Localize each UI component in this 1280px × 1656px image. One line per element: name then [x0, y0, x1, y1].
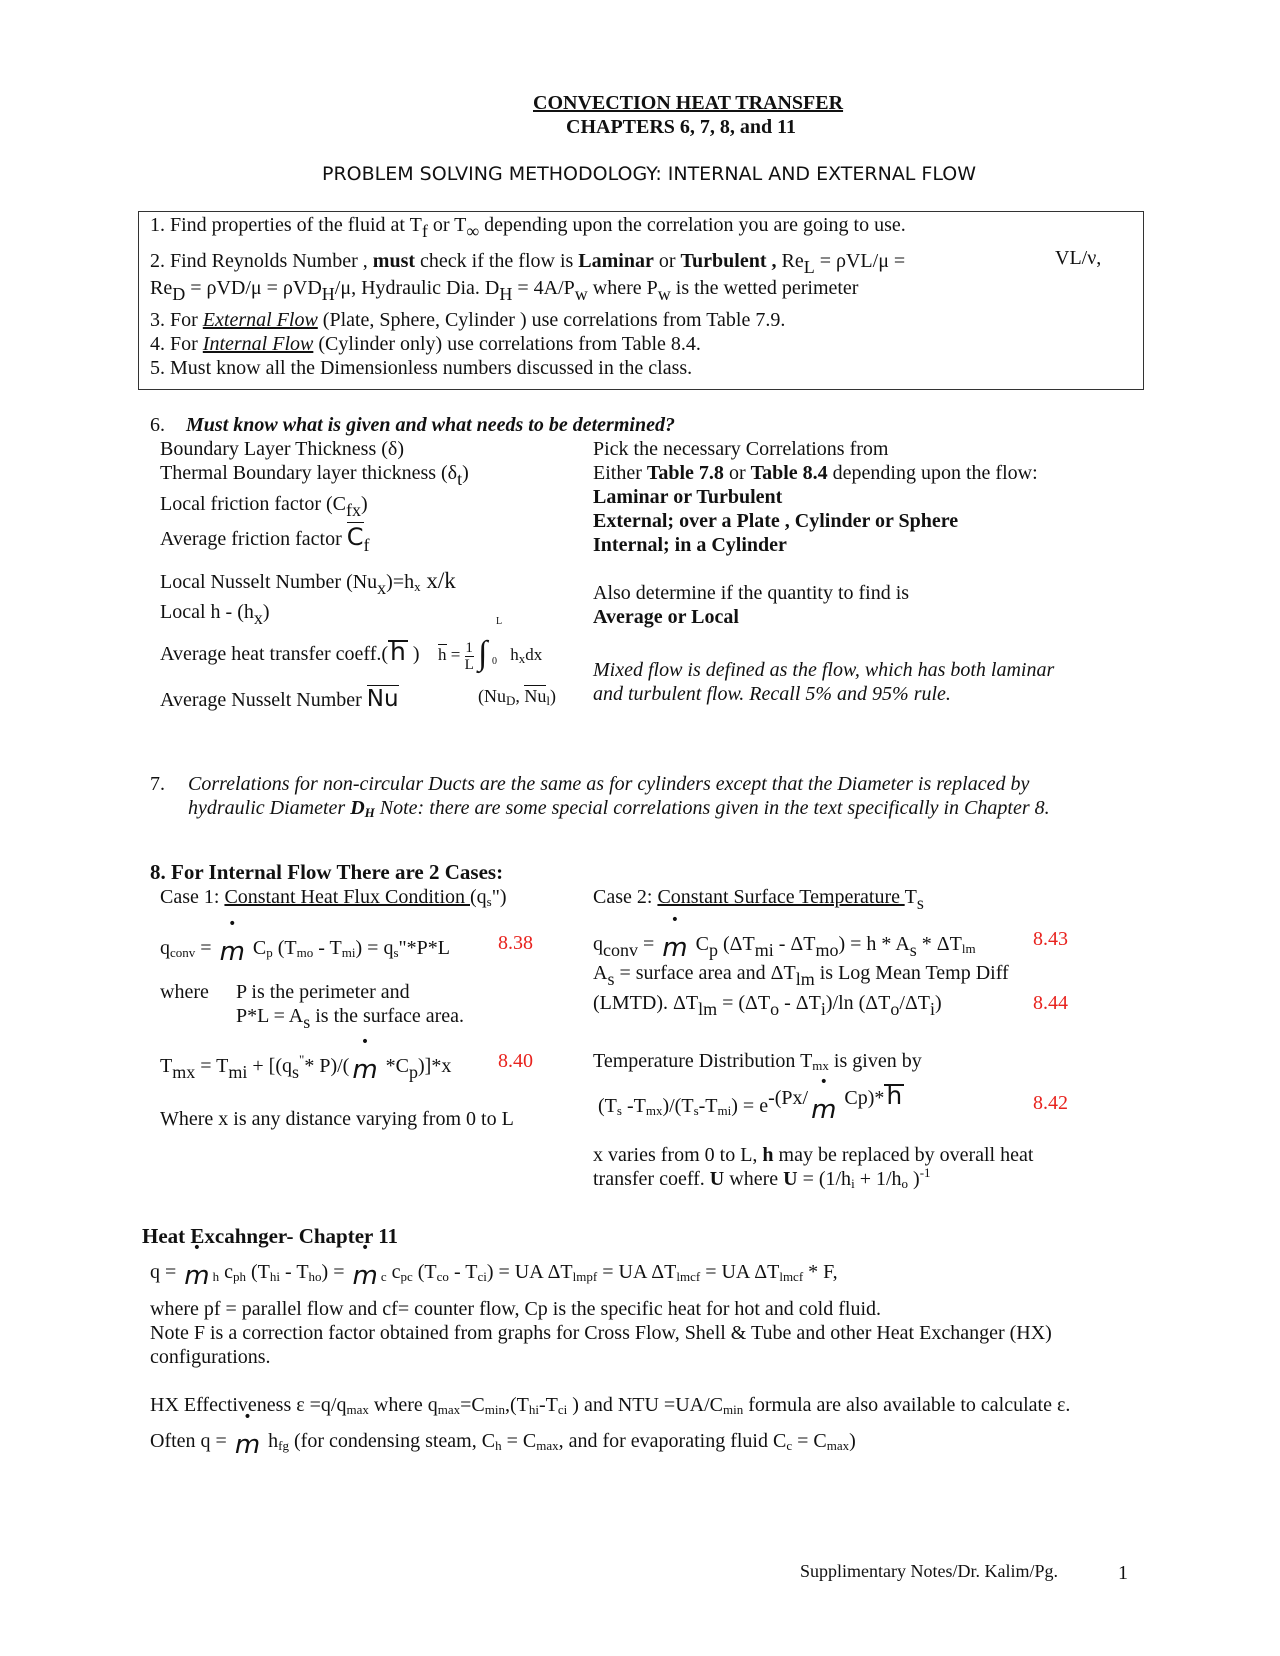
h-bar-symbol: h	[886, 1081, 903, 1110]
mass-flow-dot-symbol: • m	[217, 938, 248, 968]
mass-flow-dot-symbol: • m	[808, 1096, 839, 1126]
pick-correlations: Pick the necessary Correlations from	[593, 438, 889, 460]
section-7-number: 7.	[150, 773, 165, 795]
average-nusselt-item: Average Nusselt Number Nu	[160, 686, 399, 712]
hx-effectiveness: HX Effectiveness $\varepsilon =q/q_{max}$ where $q_{max}=C_{min},(T_{hi}-T_{ci}$ ) and NTU $=UA/C_{min}$ formula are also available to calculate ε.	[150, 1394, 1071, 1417]
step-2-vlnu: VL/ν,	[1055, 247, 1102, 269]
mass-flow-dot-symbol: • m	[349, 1056, 380, 1086]
boundary-layer-item: Boundary Layer Thickness (δ)	[160, 438, 404, 460]
case-2-heading: Case 2: Constant Surface Temperature $T_s$	[593, 886, 924, 913]
eq-8-43: 8.43	[1033, 928, 1068, 950]
temp-distribution-line: Temperature Distribution $T_{mx}$ is given by	[593, 1050, 922, 1073]
temp-distribution-equation: ($T_s$ $-T_{mx})/(T_s-T_{mi})$ = e-(Px/• m Cp)*h	[598, 1090, 904, 1120]
page-number: 1	[1118, 1562, 1128, 1584]
often-q-line: Often q = • m $h_{fg}$ (for condensing steam, $C_h = C_{max}$, and for evaporating fluid $C_c = C_{max}$)	[150, 1425, 856, 1455]
footer-notes: Supplimentary Notes/Dr. Kalim/Pg.	[800, 1561, 1058, 1581]
mass-flow-dot-symbol: • m	[349, 1262, 380, 1292]
step-4: 4. For Internal Flow (Cylinder only) use correlations from Table 8.4.	[150, 333, 701, 355]
external-flow-line: External; over a Plate , Cylinder or Sphere	[593, 510, 959, 532]
h-bar-symbol: h	[390, 637, 406, 666]
average-or-local: Average or Local	[593, 606, 739, 628]
where-x-line: Where x is any distance varying from 0 to L	[160, 1108, 514, 1130]
local-nusselt-item: Local Nusselt Number $(Nu_x)=h_x$ x/k	[160, 568, 456, 598]
mixed-flow-line-1: Mixed flow is defined as the flow, which has both laminar	[593, 659, 1055, 681]
laminar-or-turbulent: Laminar or Turbulent	[593, 486, 783, 508]
heat-exchanger-heading: Heat Excahnger- Chapter 11	[142, 1224, 399, 1248]
section-6-heading: 6. Must know what is given and what needs to be determined?	[150, 414, 675, 436]
section-8-heading: 8. For Internal Flow There are 2 Cases:	[150, 860, 504, 884]
case-1-equation: $q_{conv}$ = • m $C_p$ $(T_{mo} - T_{mi})$ = $q_s"*P*L$	[160, 932, 450, 962]
perimeter-line: P is the perimeter and	[236, 981, 410, 1003]
internal-flow-line: Internal; in a Cylinder	[593, 534, 787, 556]
eq-8-40: 8.40	[498, 1050, 533, 1072]
hx-equation: q = • m $_h$ $c_{ph}$ $(T_{hi} - T_{ho})$ = • m $_c$ $c_{pc}$ $(T_{co} - T_{ci})$ = UA $\Delta T_{lmpf}$ = UA $\Delta T_{lmcf}$ = UA $\Delta T_{lmcf}$ * F,	[150, 1256, 838, 1286]
hx-line-3: Note F is a correction factor obtained from graphs for Cross Flow, Shell & Tube and other Heat Exchanger (HX)	[150, 1322, 1052, 1344]
step-3: 3. For External Flow (Plate, Sphere, Cylinder ) use correlations from Table 7.9.	[150, 309, 786, 331]
chapters-heading: CHAPTERS 6, 7, 8, and 11	[566, 116, 797, 138]
local-friction-item: Local friction factor $(C_{fx})$	[160, 493, 368, 520]
step-1: 1. Find properties of the fluid at $T_f$ or $T_\infty$ depending upon the correlation you are going to use.	[150, 214, 906, 241]
average-htc-item: Average heat transfer coeff.(h )	[160, 637, 420, 666]
either-tables: Either Table 7.8 or Table 8.4 depending upon the flow:	[593, 462, 1038, 484]
x-varies-line-1: x varies from 0 to L, h may be replaced by overall heat	[593, 1144, 1034, 1166]
also-determine: Also determine if the quantity to find is	[593, 582, 910, 604]
eq-8-44: 8.44	[1033, 992, 1068, 1014]
step-5: 5. Must know all the Dimensionless numbers discussed in the class.	[150, 357, 693, 379]
x-varies-line-2: transfer coeff. U where $U = (1/h_i + 1/h_o$ )$^{-1}$	[593, 1165, 931, 1191]
step-2-line-1: 2. Find Reynolds Number , must check if the flow is Laminar or Turbulent , $Re_L = \rho VL/\mu$ =	[150, 250, 906, 277]
where-label: where	[160, 981, 209, 1003]
nusselt-symbols: ($Nu_D$, $Nu_l$)	[478, 686, 557, 708]
tmx-equation: $T_{mx} = T_{mi} + [(q_s^"*$ P)/(• m $*C_p)]*x$	[160, 1050, 451, 1080]
page-title: CONVECTION HEAT TRANSFER	[533, 92, 844, 114]
case-1-heading: Case 1: Constant Heat Flux Condition $(q_s")$	[160, 886, 507, 909]
hx-line-4: configurations.	[150, 1346, 271, 1368]
step-2-line-2: $Re_D = \rho VD/\mu = \rho VD_H/\mu$, Hydraulic Dia. $D_H = 4A/P_w$ where $P_w$ is the wetted perimeter	[150, 277, 859, 304]
case-2-equation: $q_{conv}$ = • m $C_p$ $(\Delta T_{mi} - \Delta T_{mo}) = h * A_s * \Delta T_{lm}$	[593, 928, 976, 958]
mixed-flow-line-2: and turbulent flow. Recall 5% and 95% rule.	[593, 683, 951, 705]
as-definition: $A_s$ = surface area and $\Delta T_{lm}$ is Log Mean Temp Diff	[593, 962, 1009, 989]
section-7-line-2: hydraulic Diameter $D_H$ Note: there are some special correlations given in the text specifically in Chapter 8.	[188, 797, 1050, 820]
average-h-integral: h = $\frac{1}{L}$ L ∫ 0 $h_xdx$	[438, 616, 543, 673]
hx-line-2: where pf = parallel flow and cf= counter flow, Cp is the specific heat for hot and cold fluid.	[150, 1298, 882, 1320]
page-subtitle: PROBLEM SOLVING METHODOLOGY: INTERNAL AND EXTERNAL FLOW	[322, 163, 977, 185]
average-friction-item: Average friction factor $C_f$	[160, 523, 370, 555]
mass-flow-dot-symbol: • m	[659, 934, 690, 964]
surface-area-line: $P*L = A_s$ is the surface area.	[236, 1005, 465, 1032]
local-h-item: Local h - $(h_x)$	[160, 601, 270, 628]
section-7-line-1: Correlations for non-circular Ducts are the same as for cylinders except that the Diameter is replaced by	[188, 773, 1030, 795]
mass-flow-dot-symbol: • m	[181, 1262, 212, 1292]
eq-8-42: 8.42	[1033, 1092, 1068, 1114]
thermal-boundary-item: Thermal Boundary layer thickness $(\delta_t)$	[160, 462, 469, 489]
lmtd-definition: (LMTD). $\Delta T_{lm} = (\Delta T_o - \Delta T_i)/\ln$ $(\Delta T_o/\Delta T_i)$	[593, 992, 942, 1019]
mass-flow-dot-symbol: • m	[232, 1431, 263, 1461]
eq-8-38: 8.38	[498, 932, 533, 954]
